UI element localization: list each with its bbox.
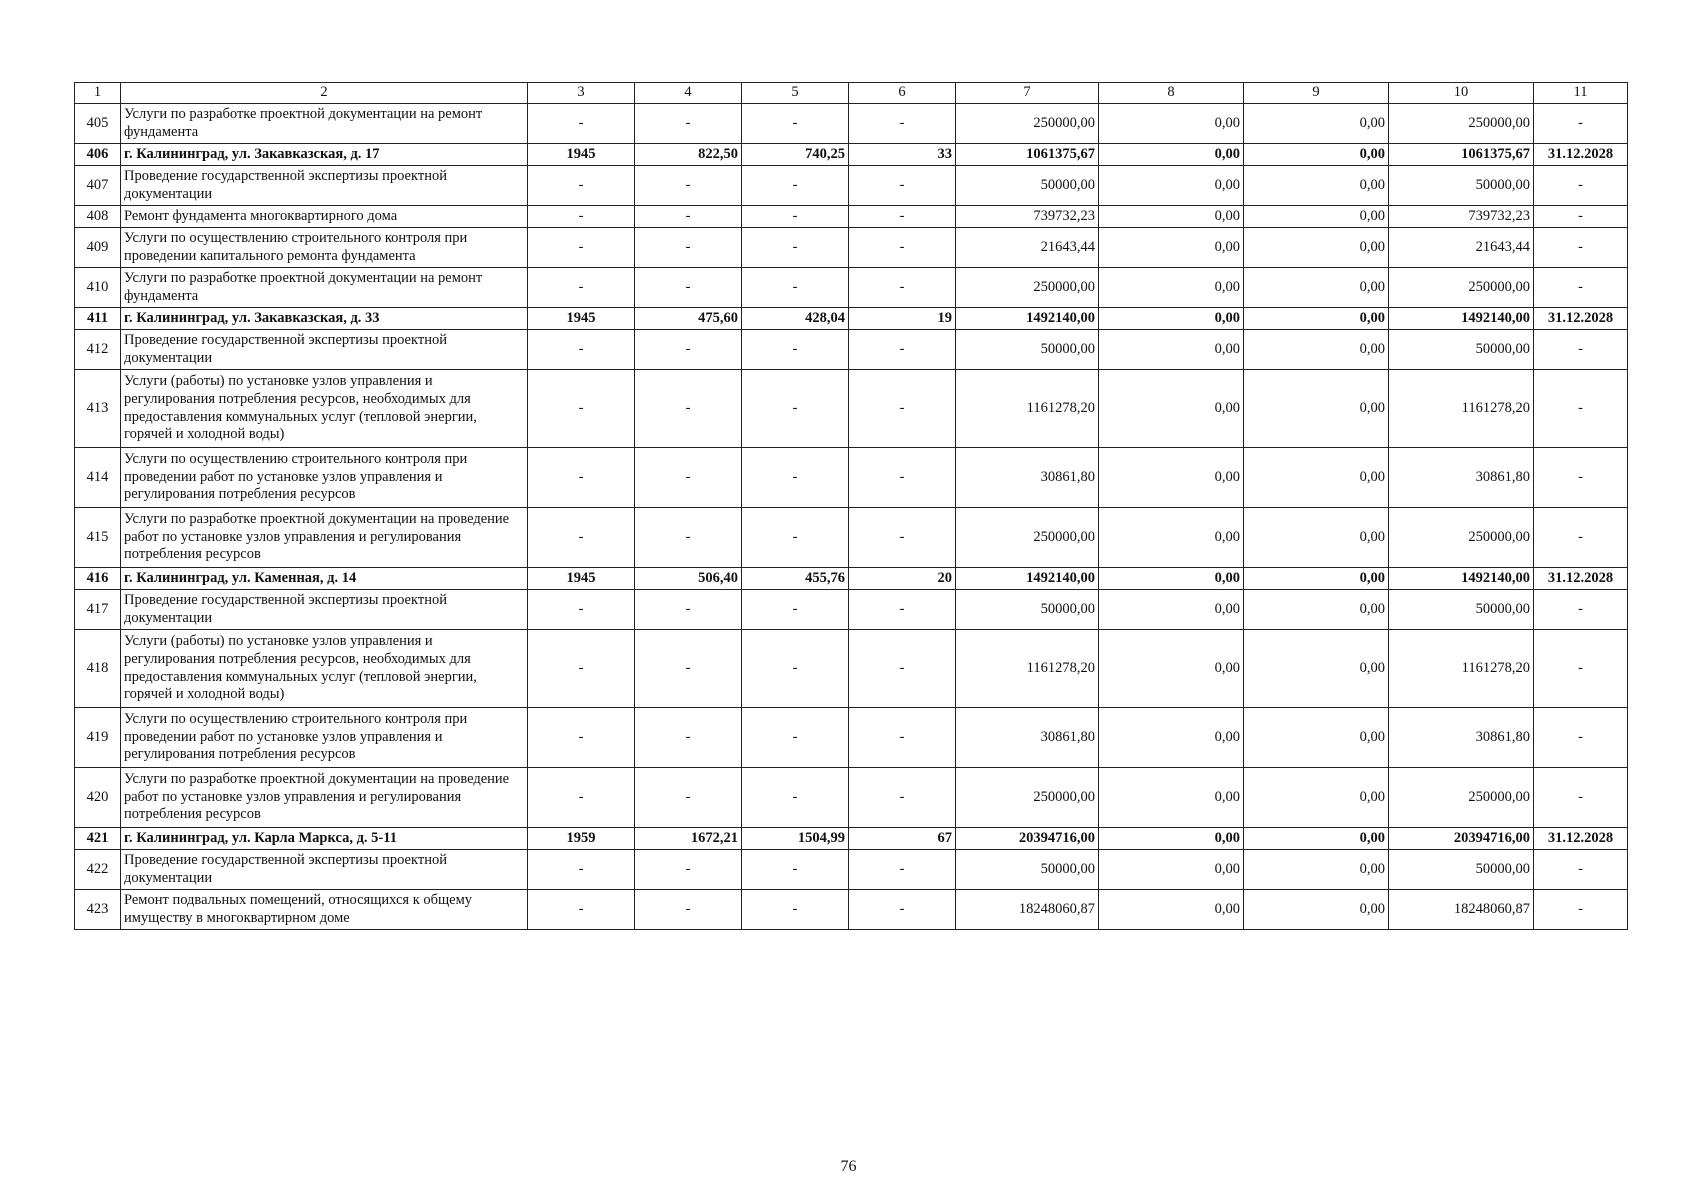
total-cost: 30861,80: [956, 708, 1099, 768]
total-area: 1672,21: [635, 828, 742, 850]
total-cost: 21643,44: [956, 228, 1099, 268]
living-area: -: [742, 228, 849, 268]
completion-date: -: [1534, 228, 1628, 268]
address-row: [75, 308, 1628, 330]
total-area: 822,50: [635, 144, 742, 166]
cost-col-8: 0,00: [1099, 144, 1244, 166]
year-built: -: [528, 708, 635, 768]
row-number: 419: [75, 708, 121, 768]
completion-date: -: [1534, 508, 1628, 568]
total-cost: 50000,00: [956, 166, 1099, 206]
year-built: 1945: [528, 568, 635, 590]
cost-col-8: 0,00: [1099, 850, 1244, 890]
residents: -: [849, 104, 956, 144]
cost-col-10: 1161278,20: [1389, 370, 1534, 448]
completion-date: 31.12.2028: [1534, 568, 1628, 590]
completion-date: 31.12.2028: [1534, 828, 1628, 850]
row-number: 405: [75, 104, 121, 144]
living-area: -: [742, 268, 849, 308]
work-description: г. Калининград, ул. Каменная, д. 14: [121, 568, 528, 590]
total-area: 475,60: [635, 308, 742, 330]
residents: -: [849, 330, 956, 370]
completion-date: -: [1534, 448, 1628, 508]
row-number: 423: [75, 890, 121, 930]
residents: -: [849, 370, 956, 448]
table-row: [75, 166, 1628, 206]
cost-col-9: 0,00: [1244, 228, 1389, 268]
row-number: 414: [75, 448, 121, 508]
cost-col-9: 0,00: [1244, 708, 1389, 768]
living-area: -: [742, 370, 849, 448]
total-cost: 1061375,67: [956, 144, 1099, 166]
completion-date: -: [1534, 330, 1628, 370]
table-row: [75, 206, 1628, 228]
cost-col-9: 0,00: [1244, 508, 1389, 568]
work-description: Услуги по осуществлению строительного контроля при проведении работ по установке узлов управления и регулирования потребления ресурсов: [121, 448, 528, 508]
cost-col-8: 0,00: [1099, 708, 1244, 768]
cost-col-10: 50000,00: [1389, 166, 1534, 206]
total-area: -: [635, 370, 742, 448]
year-built: -: [528, 630, 635, 708]
address-row: [75, 568, 1628, 590]
year-built: -: [528, 206, 635, 228]
completion-date: -: [1534, 268, 1628, 308]
total-area: -: [635, 708, 742, 768]
work-description: Проведение государственной экспертизы проектной документации: [121, 330, 528, 370]
year-built: -: [528, 104, 635, 144]
table-row: [75, 448, 1628, 508]
total-area: -: [635, 268, 742, 308]
work-description: Услуги по разработке проектной документации на проведение работ по установке узлов управления и регулирования потребления ресурсов: [121, 508, 528, 568]
cost-col-8: 0,00: [1099, 206, 1244, 228]
living-area: -: [742, 768, 849, 828]
cost-col-10: 1061375,67: [1389, 144, 1534, 166]
cost-col-9: 0,00: [1244, 166, 1389, 206]
row-number: 413: [75, 370, 121, 448]
cost-col-8: 0,00: [1099, 104, 1244, 144]
page-number: 76: [840, 1158, 857, 1175]
completion-date: -: [1534, 850, 1628, 890]
cost-col-10: 1492140,00: [1389, 568, 1534, 590]
year-built: 1959: [528, 828, 635, 850]
total-cost: 50000,00: [956, 330, 1099, 370]
completion-date: 31.12.2028: [1534, 308, 1628, 330]
total-cost: 250000,00: [956, 768, 1099, 828]
work-description: Проведение государственной экспертизы проектной документации: [121, 590, 528, 630]
year-built: -: [528, 508, 635, 568]
year-built: -: [528, 448, 635, 508]
row-number: 408: [75, 206, 121, 228]
cost-col-9: 0,00: [1244, 568, 1389, 590]
table-row: [75, 590, 1628, 630]
cost-col-8: 0,00: [1099, 228, 1244, 268]
row-number: 417: [75, 590, 121, 630]
row-number: 412: [75, 330, 121, 370]
address-row: [75, 828, 1628, 850]
cost-col-8: 0,00: [1099, 330, 1244, 370]
year-built: -: [528, 330, 635, 370]
cost-col-10: 1161278,20: [1389, 630, 1534, 708]
living-area: -: [742, 708, 849, 768]
header-cell: 6: [849, 83, 956, 104]
completion-date: -: [1534, 104, 1628, 144]
cost-col-9: 0,00: [1244, 268, 1389, 308]
living-area: -: [742, 206, 849, 228]
work-description: Ремонт фундамента многоквартирного дома: [121, 206, 528, 228]
row-number: 409: [75, 228, 121, 268]
cost-col-8: 0,00: [1099, 448, 1244, 508]
completion-date: -: [1534, 166, 1628, 206]
residents: -: [849, 206, 956, 228]
column-number-row: [75, 83, 1628, 104]
year-built: 1945: [528, 144, 635, 166]
row-number: 416: [75, 568, 121, 590]
total-cost: 739732,23: [956, 206, 1099, 228]
cost-col-9: 0,00: [1244, 768, 1389, 828]
work-description: Услуги по осуществлению строительного контроля при проведении работ по установке узлов управления и регулирования потребления ресурсов: [121, 708, 528, 768]
living-area: 428,04: [742, 308, 849, 330]
cost-col-9: 0,00: [1244, 104, 1389, 144]
table-row: [75, 508, 1628, 568]
table-row: [75, 708, 1628, 768]
total-cost: 250000,00: [956, 268, 1099, 308]
total-area: -: [635, 630, 742, 708]
completion-date: -: [1534, 206, 1628, 228]
completion-date: -: [1534, 630, 1628, 708]
living-area: -: [742, 104, 849, 144]
cost-col-10: 21643,44: [1389, 228, 1534, 268]
table-row: [75, 630, 1628, 708]
year-built: -: [528, 850, 635, 890]
work-description: Ремонт подвальных помещений, относящихся к общему имуществу в многоквартирном доме: [121, 890, 528, 930]
living-area: -: [742, 330, 849, 370]
cost-col-9: 0,00: [1244, 828, 1389, 850]
residents: -: [849, 850, 956, 890]
table-row: [75, 104, 1628, 144]
header-cell: 4: [635, 83, 742, 104]
residents: 20: [849, 568, 956, 590]
residents: 19: [849, 308, 956, 330]
work-description: Услуги (работы) по установке узлов управления и регулирования потребления ресурсов, необходимых для предоставления коммунальных услуг (тепловой энергии, горячей и холодной воды): [121, 630, 528, 708]
header-cell: 2: [121, 83, 528, 104]
table-row: [75, 370, 1628, 448]
table-body: [75, 104, 1628, 930]
living-area: 740,25: [742, 144, 849, 166]
cost-col-10: 30861,80: [1389, 448, 1534, 508]
residents: -: [849, 166, 956, 206]
cost-col-9: 0,00: [1244, 890, 1389, 930]
living-area: -: [742, 448, 849, 508]
cost-col-8: 0,00: [1099, 308, 1244, 330]
header-cell: 1: [75, 83, 121, 104]
residents: 33: [849, 144, 956, 166]
row-number: 420: [75, 768, 121, 828]
total-area: 506,40: [635, 568, 742, 590]
cost-col-10: 250000,00: [1389, 268, 1534, 308]
cost-col-9: 0,00: [1244, 330, 1389, 370]
cost-col-9: 0,00: [1244, 630, 1389, 708]
header-cell: 3: [528, 83, 635, 104]
work-description: г. Калининград, ул. Закавказская, д. 17: [121, 144, 528, 166]
cost-col-10: 250000,00: [1389, 104, 1534, 144]
work-description: Услуги по разработке проектной документации на ремонт фундамента: [121, 268, 528, 308]
total-area: -: [635, 768, 742, 828]
cost-col-8: 0,00: [1099, 590, 1244, 630]
residents: 67: [849, 828, 956, 850]
cost-col-9: 0,00: [1244, 144, 1389, 166]
row-number: 407: [75, 166, 121, 206]
residents: -: [849, 630, 956, 708]
total-area: -: [635, 590, 742, 630]
header-cell: 8: [1099, 83, 1244, 104]
cost-col-10: 50000,00: [1389, 590, 1534, 630]
cost-col-8: 0,00: [1099, 828, 1244, 850]
year-built: -: [528, 768, 635, 828]
total-cost: 1161278,20: [956, 630, 1099, 708]
completion-date: -: [1534, 890, 1628, 930]
work-description: Проведение государственной экспертизы проектной документации: [121, 850, 528, 890]
year-built: 1945: [528, 308, 635, 330]
residents: -: [849, 448, 956, 508]
row-number: 415: [75, 508, 121, 568]
cost-col-10: 1492140,00: [1389, 308, 1534, 330]
cost-col-8: 0,00: [1099, 370, 1244, 448]
cost-col-8: 0,00: [1099, 630, 1244, 708]
table-row: [75, 768, 1628, 828]
table-row: [75, 228, 1628, 268]
total-area: -: [635, 448, 742, 508]
row-number: 418: [75, 630, 121, 708]
cost-col-10: 20394716,00: [1389, 828, 1534, 850]
header-cell: 9: [1244, 83, 1389, 104]
year-built: -: [528, 370, 635, 448]
cost-col-9: 0,00: [1244, 590, 1389, 630]
cost-col-10: 250000,00: [1389, 508, 1534, 568]
header-cell: 10: [1389, 83, 1534, 104]
address-row: [75, 144, 1628, 166]
residents: -: [849, 268, 956, 308]
cost-col-9: 0,00: [1244, 206, 1389, 228]
cost-col-10: 30861,80: [1389, 708, 1534, 768]
living-area: -: [742, 850, 849, 890]
residents: -: [849, 890, 956, 930]
year-built: -: [528, 268, 635, 308]
work-description: Услуги (работы) по установке узлов управления и регулирования потребления ресурсов, необходимых для предоставления коммунальных услуг (тепловой энергии, горячей и холодной воды): [121, 370, 528, 448]
year-built: -: [528, 890, 635, 930]
cost-col-9: 0,00: [1244, 370, 1389, 448]
work-description: Услуги по осуществлению строительного контроля при проведении капитального ремонта фундамента: [121, 228, 528, 268]
total-area: -: [635, 104, 742, 144]
cost-col-10: 739732,23: [1389, 206, 1534, 228]
row-number: 422: [75, 850, 121, 890]
work-description: г. Калининград, ул. Закавказская, д. 33: [121, 308, 528, 330]
living-area: -: [742, 166, 849, 206]
header-cell: 7: [956, 83, 1099, 104]
cost-col-8: 0,00: [1099, 768, 1244, 828]
residents: -: [849, 228, 956, 268]
completion-date: -: [1534, 768, 1628, 828]
cost-col-9: 0,00: [1244, 308, 1389, 330]
cost-col-10: 50000,00: [1389, 330, 1534, 370]
cost-col-10: 250000,00: [1389, 768, 1534, 828]
living-area: 455,76: [742, 568, 849, 590]
total-cost: 250000,00: [956, 508, 1099, 568]
cost-col-8: 0,00: [1099, 166, 1244, 206]
capital-repair-table: [74, 82, 1628, 930]
completion-date: -: [1534, 708, 1628, 768]
living-area: -: [742, 890, 849, 930]
row-number: 406: [75, 144, 121, 166]
year-built: -: [528, 166, 635, 206]
table-row: [75, 268, 1628, 308]
work-description: г. Калининград, ул. Карла Маркса, д. 5-11: [121, 828, 528, 850]
total-area: -: [635, 166, 742, 206]
living-area: -: [742, 508, 849, 568]
work-description: Услуги по разработке проектной документации на ремонт фундамента: [121, 104, 528, 144]
residents: -: [849, 708, 956, 768]
total-area: -: [635, 508, 742, 568]
completion-date: -: [1534, 370, 1628, 448]
total-cost: 50000,00: [956, 590, 1099, 630]
row-number: 411: [75, 308, 121, 330]
total-area: -: [635, 330, 742, 370]
cost-col-9: 0,00: [1244, 448, 1389, 508]
row-number: 421: [75, 828, 121, 850]
completion-date: -: [1534, 590, 1628, 630]
total-cost: 1492140,00: [956, 308, 1099, 330]
cost-col-8: 0,00: [1099, 268, 1244, 308]
residents: -: [849, 768, 956, 828]
total-cost: 30861,80: [956, 448, 1099, 508]
total-area: -: [635, 228, 742, 268]
row-number: 410: [75, 268, 121, 308]
total-area: -: [635, 890, 742, 930]
total-cost: 1492140,00: [956, 568, 1099, 590]
living-area: -: [742, 590, 849, 630]
total-area: -: [635, 206, 742, 228]
residents: -: [849, 508, 956, 568]
cost-col-10: 18248060,87: [1389, 890, 1534, 930]
living-area: -: [742, 630, 849, 708]
total-cost: 50000,00: [956, 850, 1099, 890]
total-cost: 18248060,87: [956, 890, 1099, 930]
total-cost: 250000,00: [956, 104, 1099, 144]
residents: -: [849, 590, 956, 630]
table-row: [75, 850, 1628, 890]
cost-col-9: 0,00: [1244, 850, 1389, 890]
work-description: Проведение государственной экспертизы проектной документации: [121, 166, 528, 206]
work-description: Услуги по разработке проектной документации на проведение работ по установке узлов управления и регулирования потребления ресурсов: [121, 768, 528, 828]
completion-date: 31.12.2028: [1534, 144, 1628, 166]
table-row: [75, 330, 1628, 370]
living-area: 1504,99: [742, 828, 849, 850]
header-cell: 11: [1534, 83, 1628, 104]
cost-col-8: 0,00: [1099, 568, 1244, 590]
total-cost: 1161278,20: [956, 370, 1099, 448]
cost-col-8: 0,00: [1099, 890, 1244, 930]
table-row: [75, 890, 1628, 930]
total-area: -: [635, 850, 742, 890]
header-cell: 5: [742, 83, 849, 104]
total-cost: 20394716,00: [956, 828, 1099, 850]
cost-col-8: 0,00: [1099, 508, 1244, 568]
cost-col-10: 50000,00: [1389, 850, 1534, 890]
year-built: -: [528, 590, 635, 630]
year-built: -: [528, 228, 635, 268]
